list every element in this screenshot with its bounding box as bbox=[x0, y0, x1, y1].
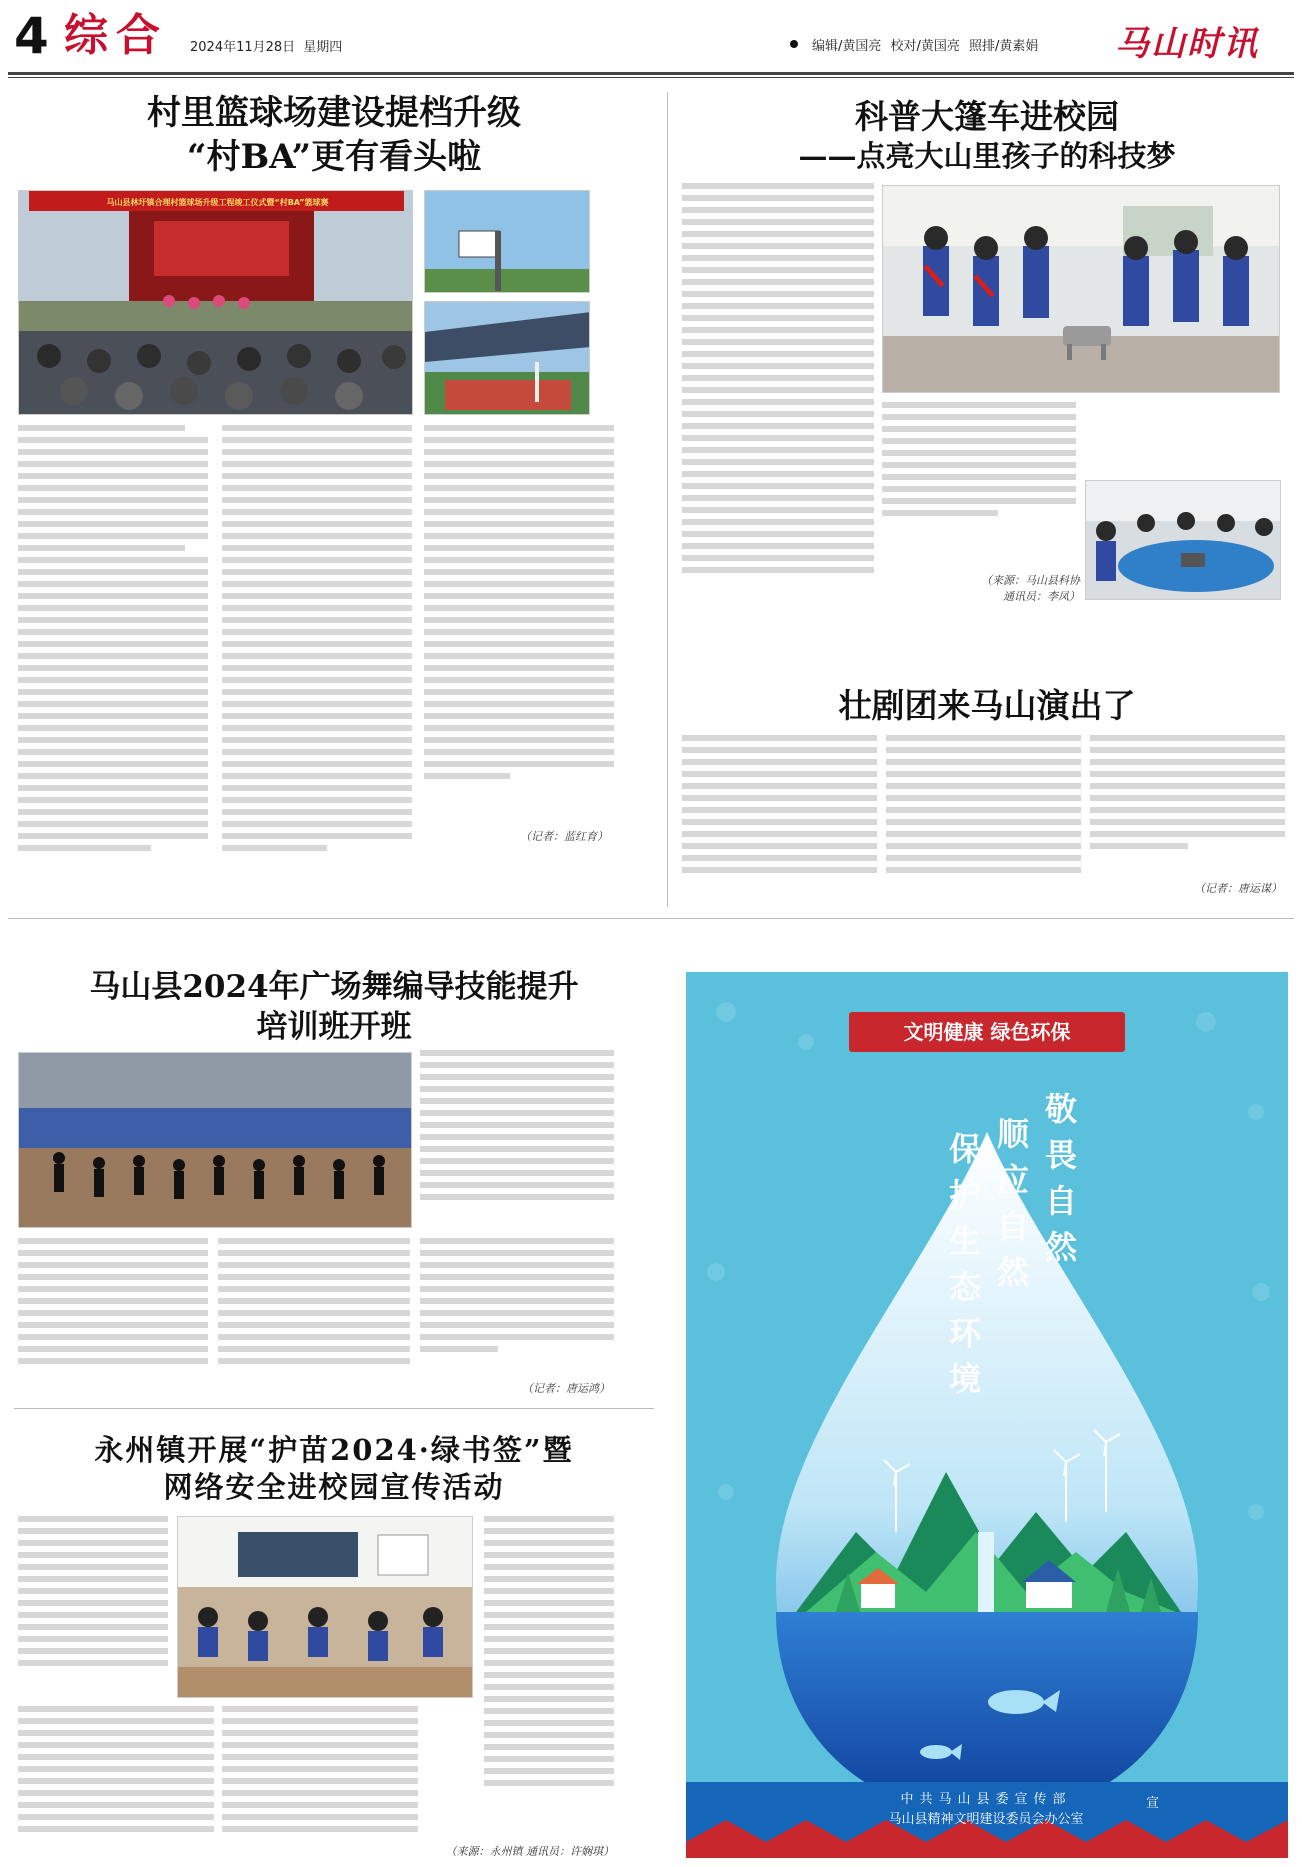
photo-basketball-ceremony bbox=[18, 190, 413, 415]
poster-artwork bbox=[686, 972, 1288, 1858]
hoop-image bbox=[425, 191, 590, 293]
poster-org-2: 马山县精神文明建设委员会办公室 bbox=[888, 1812, 1084, 1827]
basketball-author: （记者：蓝红育） bbox=[520, 830, 608, 843]
photo-basketball-hoop bbox=[424, 190, 590, 293]
headline-science-line2: ——点亮大山里孩子的科技梦 bbox=[798, 139, 1176, 174]
science-author-line2: 通讯员：李凤） bbox=[1003, 590, 1080, 603]
basketball-col1-text bbox=[18, 425, 208, 903]
headline-basketball bbox=[14, 92, 654, 179]
page-header bbox=[0, 0, 1302, 78]
opera-author: （记者：唐运谋） bbox=[1194, 882, 1282, 895]
science-author bbox=[970, 572, 1080, 604]
photo-cyber-classroom bbox=[177, 1516, 473, 1698]
dance-col3-text bbox=[420, 1238, 614, 1368]
headline-cyber-line1: 永州镇开展“护苗2024·绿书签”暨 bbox=[94, 1433, 574, 1467]
headline-dance-line1: 马山县2024年广场舞编导技能提升 bbox=[89, 969, 579, 1005]
cyber-col1-text bbox=[18, 1706, 214, 1856]
dance-author: （记者：唐运鸿） bbox=[522, 1382, 610, 1395]
photo-science-kids-table bbox=[1085, 480, 1281, 600]
left-bottom-divider bbox=[14, 1408, 654, 1409]
section-title: 综合 bbox=[64, 10, 168, 61]
cyber-author: （来源：永州镇 通讯员：许娴琪） bbox=[445, 1845, 614, 1858]
issue-date: 2024年11月28日 星期四 bbox=[190, 40, 343, 55]
headline-basketball-line1: 村里篮球场建设提档升级 bbox=[147, 93, 521, 133]
dance-col1-text bbox=[18, 1238, 208, 1390]
opera-col2-text bbox=[886, 735, 1081, 903]
cyber-col2-text bbox=[222, 1706, 418, 1856]
science-author-line1: （来源：马山县科协 bbox=[981, 574, 1080, 587]
poster-slogan-3: 保护生态环境 bbox=[944, 1132, 982, 1408]
eco-poster bbox=[686, 972, 1288, 1858]
poster-org-1: 中共马山县委宣传部 bbox=[900, 1792, 1072, 1807]
cyber-col1-top-text bbox=[18, 1516, 168, 1694]
dance-col-top-text bbox=[420, 1050, 614, 1230]
header-rule bbox=[8, 72, 1294, 75]
photo-science-robot-dog bbox=[882, 185, 1280, 393]
headline-cyber bbox=[14, 1432, 654, 1506]
science-col1-text bbox=[682, 183, 874, 623]
ceremony-scene-image bbox=[19, 191, 413, 415]
headline-basketball-line2: “村BA”更有看头啦 bbox=[186, 136, 482, 177]
photo-dance-training bbox=[18, 1052, 412, 1228]
kids-robot-table-image bbox=[1086, 481, 1281, 600]
dance-hall-image bbox=[19, 1053, 412, 1228]
bullet-icon bbox=[790, 40, 798, 48]
column-divider bbox=[667, 92, 668, 907]
headline-science bbox=[682, 96, 1292, 175]
stage-banner-text: 马山县林圩镇合理村篮球场升级工程竣工仪式暨“村BA”篮球赛 bbox=[106, 198, 329, 207]
poster-slogan-2: 顺应自然 bbox=[992, 1117, 1030, 1301]
headline-science-line1: 科普大篷车进校园 bbox=[855, 97, 1119, 136]
editor-credits: 编辑/黄国亮 校对/黄国亮 照排/黄素娟 bbox=[812, 39, 1039, 54]
row-divider bbox=[8, 918, 1294, 919]
page-number: 4 bbox=[14, 7, 49, 65]
masthead-logo: 马山时讯 bbox=[1115, 24, 1259, 64]
opera-col3-text bbox=[1090, 735, 1285, 870]
cyber-col3-text bbox=[484, 1516, 614, 1846]
headline-dance bbox=[14, 968, 654, 1047]
dance-col2-text bbox=[218, 1238, 410, 1390]
robot-dog-scene-image bbox=[883, 186, 1280, 393]
headline-cyber-line2: 网络安全进校园宣传活动 bbox=[163, 1470, 505, 1505]
court-image bbox=[425, 302, 590, 415]
headline-zhuang-opera: 壮剧团来马山演出了 bbox=[838, 686, 1136, 725]
header-rule-thin bbox=[8, 77, 1294, 78]
headline-dance-line2: 培训班开班 bbox=[256, 1008, 412, 1045]
photo-basketball-court bbox=[424, 301, 590, 415]
basketball-col3-text bbox=[424, 425, 614, 825]
basketball-col2-text bbox=[222, 425, 412, 903]
opera-col1-text bbox=[682, 735, 877, 903]
poster-banner: 文明健康 绿色环保 bbox=[849, 1012, 1125, 1052]
poster-slogan-1: 敬畏自然 bbox=[1040, 1092, 1078, 1276]
poster-org-suffix: 宣 bbox=[1146, 1796, 1160, 1811]
classroom-image bbox=[178, 1517, 473, 1698]
